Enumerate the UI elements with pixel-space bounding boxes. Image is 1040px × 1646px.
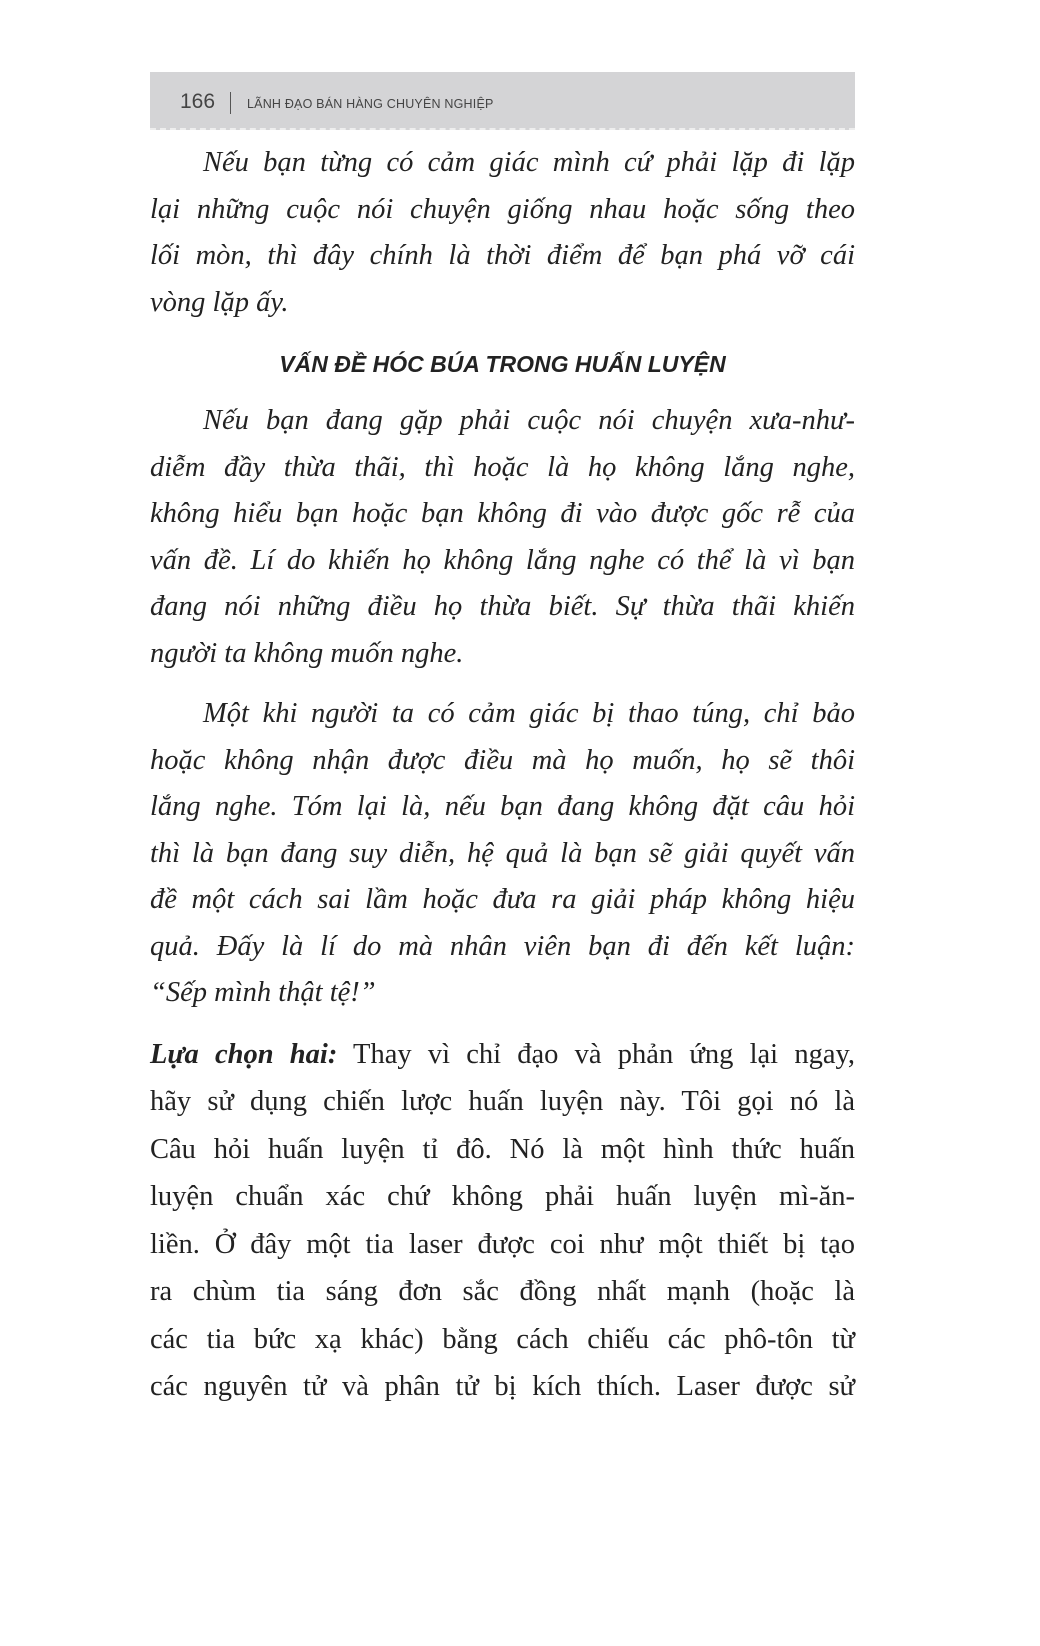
text-line: đề một cách sai lầm hoặc đưa ra giải pháp không hiệu [150, 884, 855, 915]
text-line: Nếu bạn đang gặp phải cuộc nói chuyện xưa-như- [203, 405, 855, 436]
text-line: ra chùm tia sáng đơn sắc đồng nhất mạnh (hoặc là [150, 1276, 855, 1307]
paragraph-4 [150, 1031, 855, 1411]
option-label: Lựa chọn hai: [150, 1038, 338, 1070]
text-line: diễm đầy thừa thãi, thì hoặc là họ không lắng nghe, [150, 451, 855, 483]
text-line: liền. Ở đây một tia laser được coi như một thiết bị tạo [150, 1228, 855, 1260]
text-line: quả. Đấy là lí do mà nhân viên bạn đi đến kết luận: [150, 930, 855, 962]
text-line: lại những cuộc nói chuyện giống nhau hoặc sống theo [150, 193, 855, 225]
book-title: LÃNH ĐẠO BÁN HÀNG CHUYÊN NGHIỆP [247, 97, 494, 111]
page-number: 166 [180, 90, 216, 113]
running-header [150, 72, 855, 130]
text-line: Lựa chọn hai: Thay vì chỉ đạo và phản ứng lại ngay, [150, 1038, 855, 1070]
text-line: Một khi người ta có cảm giác bị thao túng, chỉ bảo [203, 698, 855, 729]
text-line: vấn đề. Lí do khiến họ không lắng nghe có thể là vì bạn [150, 544, 855, 576]
text-line: không hiểu bạn hoặc bạn không đi vào được gốc rễ của [150, 498, 855, 529]
text-line: “Sếp mình thật tệ!” [150, 977, 376, 1008]
text-line: lắng nghe. Tóm lại là, nếu bạn đang không đặt câu hỏi [150, 791, 855, 822]
text-line: hãy sử dụng chiến lược huấn luyện này. Tôi gọi nó là [150, 1086, 855, 1117]
text-line: đang nói những điều họ thừa biết. Sự thừa thãi khiến [150, 591, 855, 622]
header-divider [230, 92, 231, 114]
paragraph-3 [150, 691, 855, 1017]
page-body [150, 140, 855, 1411]
text-line: luyện chuẩn xác chứ không phải huấn luyện mì-ăn- [150, 1181, 855, 1212]
section-heading: VẤN ĐỀ HÓC BÚA TRONG HUẤN LUYỆN [279, 351, 726, 377]
text-line: Nếu bạn từng có cảm giác mình cứ phải lặp đi lặp [203, 147, 855, 178]
paragraph-2 [150, 398, 855, 677]
text-line: vòng lặp ấy. [150, 286, 289, 318]
text-line: lối mòn, thì đây chính là thời điểm để bạn phá vỡ cái [150, 240, 855, 271]
text-line: các nguyên tử và phân tử bị kích thích. Laser được sử [150, 1371, 855, 1402]
text-line: các tia bức xạ khác) bằng cách chiếu các phô-tôn từ [150, 1323, 855, 1355]
text-line: Câu hỏi huấn luyện tỉ đô. Nó là một hình thức huấn [150, 1133, 855, 1165]
text-line: thì là bạn đang suy diễn, hệ quả là bạn sẽ giải quyết vấn [150, 837, 855, 869]
text-line: hoặc không nhận được điều mà họ muốn, họ sẽ thôi [150, 744, 855, 776]
paragraph-1 [150, 140, 855, 326]
text-line: người ta không muốn nghe. [150, 637, 464, 669]
